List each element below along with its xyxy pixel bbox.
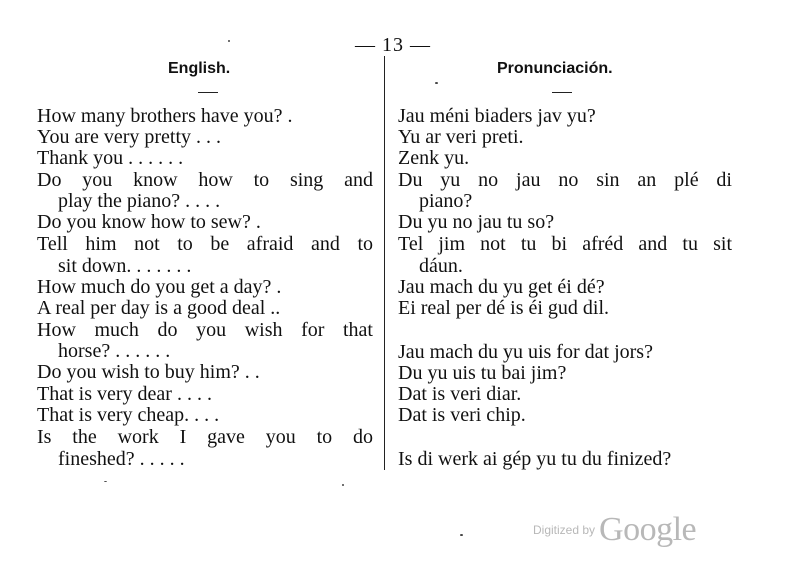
pronunciation-line: piano? (419, 190, 473, 212)
pronunciation-header-rule (552, 92, 572, 93)
pronunciation-line: Yu ar veri preti. (398, 126, 524, 148)
scan-speck (460, 534, 463, 536)
pronunciation-line: Ei real per dé is éi gud dil. (398, 297, 610, 319)
english-line: You are very pretty . . . (37, 126, 222, 148)
pronunciation-line: Jau mach du yu uis for dat jors? (398, 341, 653, 363)
english-line: That is very dear . . . . (37, 383, 212, 405)
english-line: A real per day is a good deal .. (37, 297, 281, 319)
english-line: Tell him not to be afraid and to (37, 233, 373, 255)
pronunciation-line: Tel jim not tu bi afréd and tu sit (398, 233, 732, 255)
pronunciation-line: Jau mach du yu get éi dé? (398, 276, 605, 298)
pronunciation-column-header: Pronunciación. (497, 60, 613, 77)
pronunciation-line: dáun. (419, 255, 463, 277)
english-line: That is very cheap. . . . (37, 404, 220, 426)
english-line: Do you know how to sing and (37, 169, 373, 191)
page-number: — 13 — (355, 34, 431, 56)
english-line: horse? . . . . . . (58, 340, 171, 362)
watermark-prefix: Digitized by (533, 523, 596, 537)
column-divider (384, 56, 385, 470)
scan-speck (342, 484, 344, 486)
pronunciation-line: Zenk yu. (398, 147, 470, 169)
scan-speck (228, 40, 230, 42)
pronunciation-line: Du yu no jau tu so? (398, 211, 555, 233)
english-line: How much do you wish for that (37, 319, 373, 341)
english-line: Do you wish to buy him? . . (37, 361, 260, 383)
scan-speck (435, 82, 438, 84)
pronunciation-line: Dat is veri diar. (398, 383, 522, 405)
pronunciation-line: Du yu no jau no sin an plé di (398, 169, 732, 191)
english-line: fineshed? . . . . . (58, 448, 185, 470)
pronunciation-line: Dat is veri chip. (398, 404, 526, 426)
english-line: play the piano? . . . . (58, 190, 221, 212)
pronunciation-line: Du yu uis tu bai jim? (398, 362, 567, 384)
english-line: sit down. . . . . . . (58, 255, 192, 277)
google-logo: Google (599, 511, 697, 548)
google-watermark (533, 511, 696, 549)
pronunciation-line: Is di werk ai gép yu tu du finized? (398, 448, 672, 470)
english-line: How many brothers have you? . (37, 105, 293, 127)
english-line: Thank you . . . . . . (37, 147, 184, 169)
english-line: Do you know how to sew? . (37, 211, 261, 233)
english-line: Is the work I gave you to do (37, 426, 373, 448)
english-line: How much do you get a day? . (37, 276, 282, 298)
english-column-header: English. (168, 60, 231, 77)
english-header-rule (198, 92, 218, 93)
scan-speck (104, 481, 107, 482)
pronunciation-line: Jau méni biaders jav yu? (398, 105, 596, 127)
